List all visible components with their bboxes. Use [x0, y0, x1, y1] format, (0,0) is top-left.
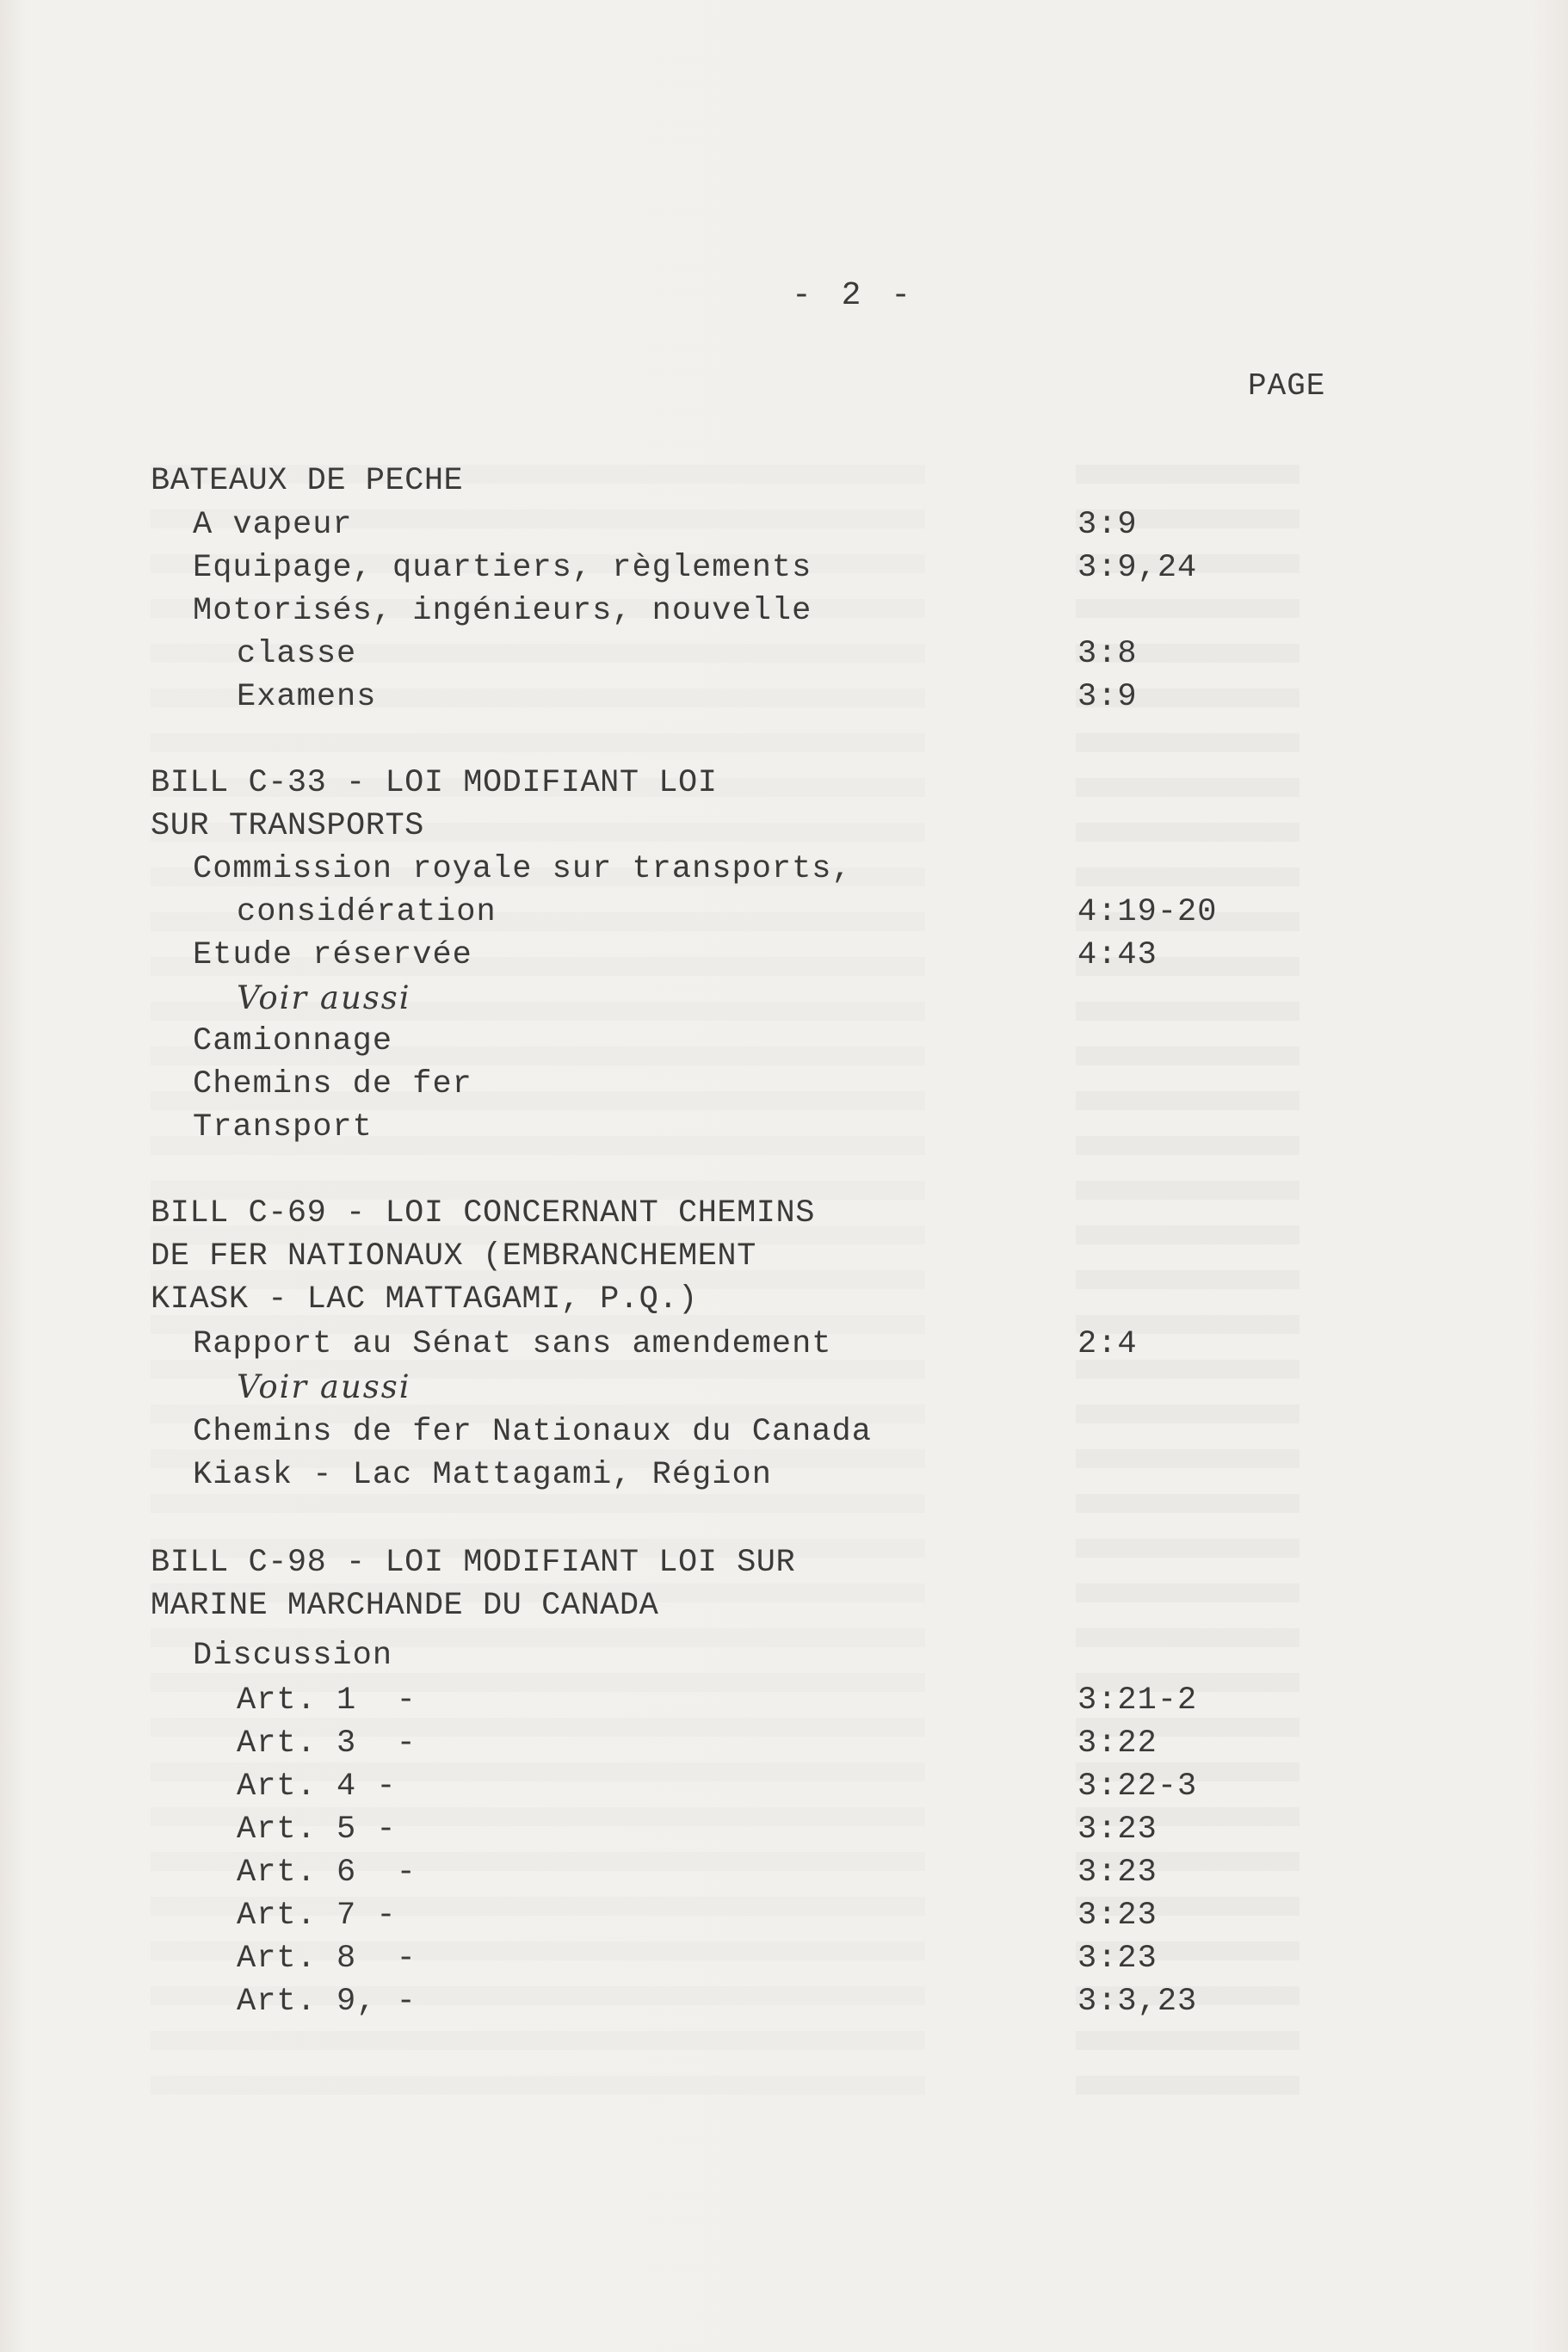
- index-entry-text: Camionnage: [193, 1023, 393, 1059]
- index-entry-text: Art. 6 -: [237, 1855, 417, 1891]
- page-reference: 3:9,24: [1077, 550, 1198, 586]
- page-reference: 3:9: [1077, 507, 1138, 543]
- index-entry-text: Voir aussi: [237, 1368, 411, 1405]
- index-entry-text: Art. 9, -: [237, 1984, 417, 2020]
- index-heading: DE FER NATIONAUX (EMBRANCHEMENT: [151, 1238, 756, 1275]
- page-reference: 2:4: [1077, 1326, 1138, 1362]
- index-heading: KIASK - LAC MATTAGAMI, P.Q.): [151, 1281, 698, 1318]
- page-number: - 2 -: [792, 277, 917, 314]
- page-column-header: PAGE: [1248, 368, 1326, 404]
- index-entry-text: Transport: [193, 1109, 373, 1145]
- index-entry-text: considération: [237, 894, 497, 930]
- index-heading: MARINE MARCHANDE DU CANADA: [151, 1588, 659, 1624]
- index-heading: BILL C-98 - LOI MODIFIANT LOI SUR: [151, 1545, 796, 1581]
- page-reference: 3:9: [1077, 679, 1138, 715]
- page-reference: 3:22: [1077, 1725, 1157, 1762]
- index-entry-text: Equipage, quartiers, règlements: [193, 550, 812, 586]
- index-entry-text: Discussion: [193, 1638, 393, 1674]
- page-reference: 3:22-3: [1077, 1769, 1198, 1805]
- index-entry-text: Commission royale sur transports,: [193, 851, 852, 887]
- index-entry-text: Chemins de fer Nationaux du Canada: [193, 1414, 872, 1450]
- index-entry-text: Art. 8 -: [237, 1941, 417, 1977]
- index-entry-text: classe: [237, 636, 357, 672]
- index-entry-text: Art. 7 -: [237, 1898, 397, 1934]
- index-heading: SUR TRANSPORTS: [151, 808, 424, 844]
- index-entry-text: Examens: [237, 679, 377, 715]
- page-reference: 3:8: [1077, 636, 1138, 672]
- page-reference: 3:23: [1077, 1855, 1157, 1891]
- page-reference: 3:21-2: [1077, 1682, 1198, 1719]
- index-entry-text: Art. 1 -: [237, 1682, 417, 1719]
- index-entry-text: Rapport au Sénat sans amendement: [193, 1326, 832, 1362]
- index-entry-text: Chemins de fer: [193, 1066, 472, 1102]
- page-reference: 3:3,23: [1077, 1984, 1198, 2020]
- index-heading: BILL C-33 - LOI MODIFIANT LOI: [151, 765, 718, 801]
- index-entry-text: Kiask - Lac Mattagami, Région: [193, 1457, 772, 1493]
- page-reference: 4:43: [1077, 937, 1157, 973]
- index-entry-text: Art. 3 -: [237, 1725, 417, 1762]
- page-reference: 3:23: [1077, 1812, 1157, 1848]
- page-reference: 3:23: [1077, 1941, 1157, 1977]
- index-entry-text: A vapeur: [193, 507, 353, 543]
- index-entry-text: Etude réservée: [193, 937, 472, 973]
- page-reference: 3:23: [1077, 1898, 1157, 1934]
- index-entry-text: Art. 4 -: [237, 1769, 397, 1805]
- index-entry-text: Art. 5 -: [237, 1812, 397, 1848]
- index-heading: BILL C-69 - LOI CONCERNANT CHEMINS: [151, 1195, 815, 1232]
- index-entry-text: Voir aussi: [237, 979, 411, 1016]
- index-entry-text: Motorisés, ingénieurs, nouvelle: [193, 593, 812, 629]
- page-reference: 4:19-20: [1077, 894, 1218, 930]
- index-heading: BATEAUX DE PECHE: [151, 463, 464, 499]
